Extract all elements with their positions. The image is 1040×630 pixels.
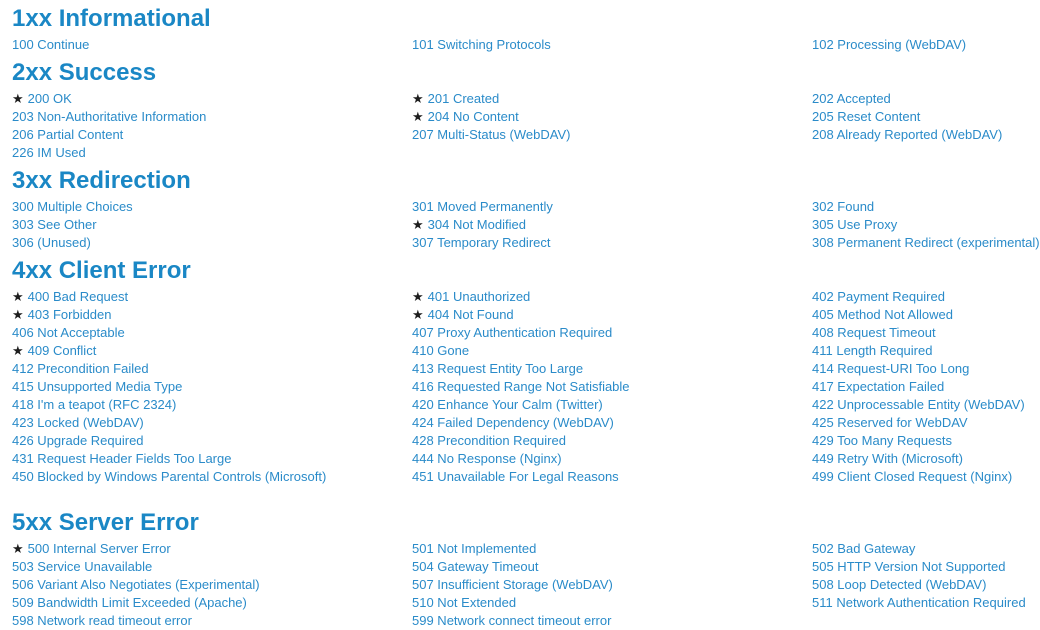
status-link-404[interactable] [412,306,812,324]
status-label: 599 Network connect timeout error [412,613,612,628]
status-link-101[interactable] [412,36,812,54]
section-title-1xx: 1xx Informational [12,5,211,32]
status-link-407[interactable] [412,324,812,342]
status-label: 306 (Unused) [12,235,91,250]
status-label: 302 Found [812,199,875,214]
status-label: 202 Accepted [812,91,891,106]
status-link-200[interactable] [12,90,412,108]
status-link-401[interactable] [412,288,812,306]
star-icon: ★ [412,307,424,322]
status-label: 505 HTTP Version Not Supported [812,559,1006,574]
status-link-509[interactable] [12,594,412,612]
status-link-511[interactable] [812,594,1040,612]
status-label: 400 Bad Request [27,289,129,304]
status-link-425[interactable] [812,414,1040,432]
status-link-302[interactable] [812,198,1040,216]
status-link-423[interactable] [12,414,412,432]
status-label: 420 Enhance Your Calm (Twitter) [412,397,603,412]
status-link-403[interactable] [12,306,412,324]
status-link-507[interactable] [412,576,812,594]
status-label: 413 Request Entity Too Large [412,361,584,376]
status-link-500[interactable] [12,540,412,558]
status-label: 206 Partial Content [12,127,124,142]
status-label: 506 Variant Also Negotiates (Experimental) [12,577,260,592]
status-link-408[interactable] [812,324,1040,342]
status-label: 304 Not Modified [427,217,526,232]
section-title-4xx: 4xx Client Error [12,257,191,284]
status-label: 303 See Other [12,217,97,232]
status-label: 416 Requested Range Not Satisfiable [412,379,630,394]
status-link-503[interactable] [12,558,412,576]
status-label: 500 Internal Server Error [27,541,171,556]
status-link-414[interactable] [812,360,1040,378]
star-icon: ★ [412,91,424,106]
status-label: 409 Conflict [27,343,97,358]
status-label: 431 Request Header Fields Too Large [12,451,232,466]
star-icon: ★ [412,217,424,232]
status-label: 300 Multiple Choices [12,199,133,214]
status-link-451[interactable] [412,468,812,486]
status-link-308[interactable] [812,234,1040,252]
status-link-413[interactable] [412,360,812,378]
status-label: 428 Precondition Required [412,433,566,448]
status-link-410[interactable] [412,342,812,360]
status-link-598[interactable] [12,612,412,630]
status-label: 449 Retry With (Microsoft) [812,451,963,466]
status-code-grid-1xx [12,36,1040,54]
status-link-204[interactable] [412,108,812,126]
status-label: 418 I'm a teapot (RFC 2324) [12,397,177,412]
star-icon: ★ [412,289,424,304]
status-label: 407 Proxy Authentication Required [412,325,613,340]
status-link-306[interactable] [12,234,412,252]
status-label: 411 Length Required [812,343,933,358]
status-label: 205 Reset Content [812,109,921,124]
status-label: 415 Unsupported Media Type [12,379,183,394]
status-label: 450 Blocked by Windows Parental Controls (Microsoft) [12,469,327,484]
status-link-305[interactable] [812,216,1040,234]
star-icon: ★ [12,91,24,106]
status-label: 403 Forbidden [27,307,112,322]
status-label: 414 Request-URI Too Long [812,361,970,376]
status-link-409[interactable] [12,342,412,360]
status-label: 203 Non-Authoritative Information [12,109,207,124]
status-link-502[interactable] [812,540,1040,558]
status-label: 200 OK [27,91,72,106]
status-link-201[interactable] [412,90,812,108]
status-link-405[interactable] [812,306,1040,324]
status-label: 424 Failed Dependency (WebDAV) [412,415,614,430]
status-link-417[interactable] [812,378,1040,396]
status-label: 426 Upgrade Required [12,433,144,448]
status-link-428[interactable] [412,432,812,450]
status-link-424[interactable] [412,414,812,432]
status-link-506[interactable] [12,576,412,594]
status-label: 451 Unavailable For Legal Reasons [412,469,619,484]
status-label: 401 Unauthorized [427,289,531,304]
status-code-grid-3xx [12,198,1040,252]
status-link-508[interactable] [812,576,1040,594]
status-link-499[interactable] [812,468,1040,486]
status-code-grid-4xx [12,288,1040,486]
status-label: 503 Service Unavailable [12,559,153,574]
status-link-450[interactable] [12,468,412,486]
status-label: 408 Request Timeout [812,325,936,340]
status-link-415[interactable] [12,378,412,396]
status-label: 501 Not Implemented [412,541,537,556]
status-link-402[interactable] [812,288,1040,306]
star-icon: ★ [12,307,24,322]
status-link-449[interactable] [812,450,1040,468]
status-link-599[interactable] [412,612,812,630]
status-label: 510 Not Extended [412,595,517,610]
status-link-203[interactable] [12,108,412,126]
status-link-206[interactable] [12,126,412,144]
status-label: 423 Locked (WebDAV) [12,415,144,430]
status-link-100[interactable] [12,36,412,54]
status-link-301[interactable] [412,198,812,216]
status-label: 301 Moved Permanently [412,199,553,214]
status-label: 502 Bad Gateway [812,541,916,556]
status-code-grid-2xx [12,90,1040,162]
section-title-2xx: 2xx Success [12,59,157,86]
status-link-416[interactable] [412,378,812,396]
status-label: 425 Reserved for WebDAV [812,415,968,430]
status-label: 444 No Response (Nginx) [412,451,562,466]
status-link-426[interactable] [12,432,412,450]
status-link-444[interactable] [412,450,812,468]
status-label: 417 Expectation Failed [812,379,945,394]
status-code-grid-5xx [12,540,1040,630]
status-link-207[interactable] [412,126,812,144]
status-link-202[interactable] [812,90,1040,108]
star-icon: ★ [412,109,424,124]
status-label: 507 Insufficient Storage (WebDAV) [412,577,613,592]
status-label: 201 Created [427,91,500,106]
status-link-406[interactable] [12,324,412,342]
status-label: 429 Too Many Requests [812,433,952,448]
status-label: 101 Switching Protocols [412,37,551,52]
status-label: 508 Loop Detected (WebDAV) [812,577,987,592]
status-label: 307 Temporary Redirect [412,235,551,250]
status-link-303[interactable] [12,216,412,234]
status-link-400[interactable] [12,288,412,306]
status-label: 511 Network Authentication Required [812,595,1026,610]
status-label: 405 Method Not Allowed [812,307,953,322]
status-label: 406 Not Acceptable [12,325,125,340]
status-label: 499 Client Closed Request (Nginx) [812,469,1013,484]
status-label: 504 Gateway Timeout [412,559,539,574]
status-label: 100 Continue [12,37,90,52]
status-label: 404 Not Found [427,307,514,322]
star-icon: ★ [12,289,24,304]
status-link-208[interactable] [812,126,1040,144]
status-link-431[interactable] [12,450,412,468]
status-link-429[interactable] [812,432,1040,450]
status-label: 509 Bandwidth Limit Exceeded (Apache) [12,595,247,610]
status-label: 226 IM Used [12,145,86,160]
status-label: 308 Permanent Redirect (experimental) [812,235,1040,250]
status-label: 102 Processing (WebDAV) [812,37,967,52]
status-link-205[interactable] [812,108,1040,126]
section-title-5xx: 5xx Server Error [12,509,199,536]
status-label: 410 Gone [412,343,470,358]
status-label: 305 Use Proxy [812,217,898,232]
status-label: 412 Precondition Failed [12,361,149,376]
status-link-102[interactable] [812,36,1040,54]
status-link-510[interactable] [412,594,812,612]
status-link-420[interactable] [412,396,812,414]
star-icon: ★ [12,343,24,358]
status-link-411[interactable] [812,342,1040,360]
section-title-3xx: 3xx Redirection [12,167,191,194]
status-label: 402 Payment Required [812,289,945,304]
status-label: 207 Multi-Status (WebDAV) [412,127,571,142]
status-label: 204 No Content [427,109,519,124]
status-label: 422 Unprocessable Entity (WebDAV) [812,397,1025,412]
status-link-307[interactable] [412,234,812,252]
status-link-422[interactable] [812,396,1040,414]
status-link-505[interactable] [812,558,1040,576]
status-link-226[interactable] [12,144,412,162]
status-link-418[interactable] [12,396,412,414]
status-link-300[interactable] [12,198,412,216]
status-link-501[interactable] [412,540,812,558]
status-label: 208 Already Reported (WebDAV) [812,127,1003,142]
status-link-504[interactable] [412,558,812,576]
status-label: 598 Network read timeout error [12,613,192,628]
status-link-304[interactable] [412,216,812,234]
star-icon: ★ [12,541,24,556]
status-link-412[interactable] [12,360,412,378]
